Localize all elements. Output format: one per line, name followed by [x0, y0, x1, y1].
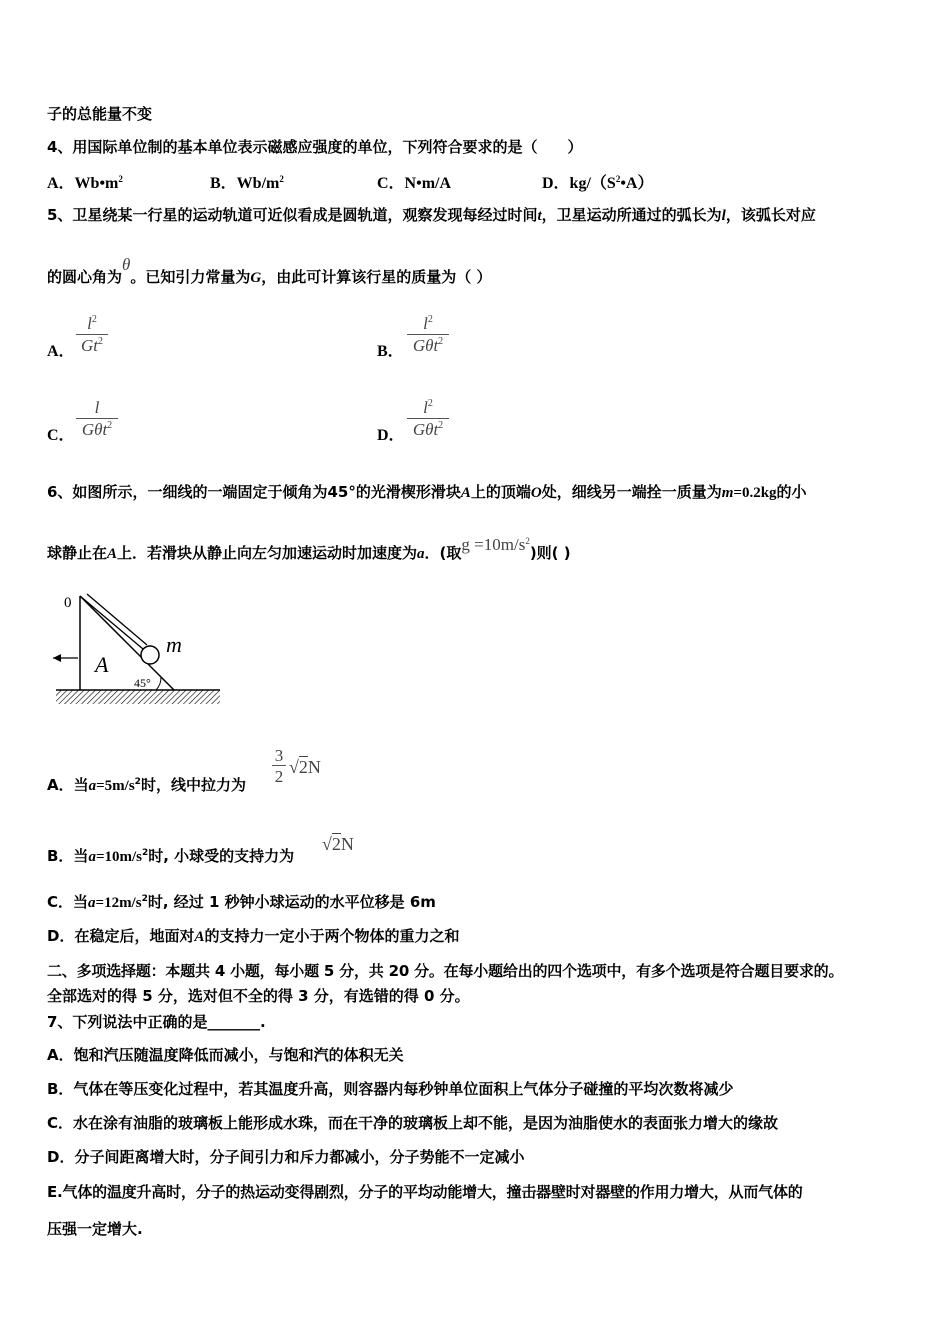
- q4-option-d: D．$kg/(S^2•A)$: [542, 174, 654, 192]
- string-edge: [87, 594, 147, 645]
- q5-stem-line2: 的圆心角为θ。已知引力常量为G，由此可计算该行星的质量为（ ）: [47, 255, 492, 286]
- q7-option-d: D．分子间距离增大时，分子间引力和斥力都减小，分子势能不一定减小: [47, 1148, 525, 1166]
- section2-heading-line1: 二、多项选择题：本题共 4 小题，每小题 5 分，共 20 分。在每小题给出的四个选项中，有多个选项是符合题目要求的。: [47, 962, 844, 980]
- arrow-head-icon: [53, 654, 61, 662]
- q6-option-b: B．当$a=10m/s^2$时, 小球受的支持力为: [47, 847, 295, 865]
- string: [80, 596, 143, 649]
- q7-option-a: A．饱和汽压随温度降低而减小，与饱和汽的体积无关: [47, 1046, 404, 1064]
- q7-option-b: B．气体在等压变化过程中，若其温度升高，则容器内每秒钟单位面积上气体分子碰撞的平均次数将减少: [47, 1080, 734, 1098]
- q5-option-b-formula: $l^2$ Gθt$^2$: [407, 314, 449, 357]
- ground-hatching: [56, 690, 220, 704]
- point-o-label: 0: [64, 595, 72, 611]
- mass-m-label: m: [166, 632, 182, 657]
- incline-figure: [50, 588, 230, 710]
- wedge-a-label: A: [95, 652, 109, 677]
- q5-option-c-formula: l Gθt$^2$: [76, 398, 118, 441]
- prev-question-tail: 子的总能量不变: [47, 105, 153, 123]
- q7-option-e-line2: 压强一定增大.: [47, 1220, 143, 1238]
- q5-option-a-label: A．: [47, 343, 75, 360]
- q4-option-a: A．$Wb•m^2$: [47, 174, 123, 192]
- q5-option-c-label: C．: [47, 427, 75, 444]
- q7-option-c: C．水在涂有油脂的玻璃板上能形成水珠，而在干净的玻璃板上却不能，是因为油脂使水的表面张力增大的缘故: [47, 1114, 779, 1132]
- q5-option-d-formula: $l^2$ Gθt$^2$: [407, 398, 449, 441]
- q6-stem-line1: 6、如图所示，一细线的一端固定于倾角为45°的光滑楔形滑块A上的顶端O处，细线另一端拴一质量为m=0.2kg的小: [47, 483, 807, 501]
- q6-option-b-root: √2N: [322, 834, 354, 854]
- angle-label: 45°: [134, 676, 151, 690]
- q6-option-a-fraction: 3 2: [272, 746, 286, 787]
- q6-option-d: D．在稳定后，地面对A的支持力一定小于两个物体的重力之和: [47, 927, 460, 945]
- section2-heading-line2: 全部选对的得 5 分，选对但不全的得 3 分，有选错的得 0 分。: [47, 987, 470, 1005]
- q6-option-a: A．当$a=5m/s^2$时，线中拉力为: [47, 776, 246, 794]
- q5-option-a-formula: $l^2$ Gt$^2$: [76, 314, 108, 357]
- q7-option-e-line1: E.气体的温度升高时，分子的热运动变得剧烈，分子的平均动能增大，撞击器壁时对器壁的作用力增大，从而气体的: [47, 1183, 803, 1201]
- q6-option-a-root: √2N: [289, 757, 321, 777]
- q7-stem: 7、下列说法中正确的是_______.: [47, 1013, 266, 1031]
- q4-option-c: C．N•m/A: [377, 175, 452, 192]
- angle-arc: [156, 677, 161, 690]
- q6-option-c: C．当$a=12m/s^2$时, 经过 1 秒钟小球运动的水平位移是 6m: [47, 893, 436, 911]
- q6-stem-line2: 球静止在A上．若滑块从静止向左匀加速运动时加速度为a．(取$g =10m/s^2$)则( ): [47, 535, 571, 562]
- q5-stem-line1: 5、卫星绕某一行星的运动轨道可近似看成是圆轨道，观察发现每经过时间t，卫星运动所通过的弧长为l，该弧长对应: [47, 206, 816, 224]
- q4-option-b: B．$Wb/m^2$: [210, 174, 284, 192]
- q5-option-b-label: B．: [377, 343, 404, 360]
- q4-stem: 4、用国际单位制的基本单位表示磁感应强度的单位，下列符合要求的是（ ）: [47, 138, 583, 156]
- ball: [141, 646, 159, 664]
- q5-option-d-label: D．: [377, 427, 405, 444]
